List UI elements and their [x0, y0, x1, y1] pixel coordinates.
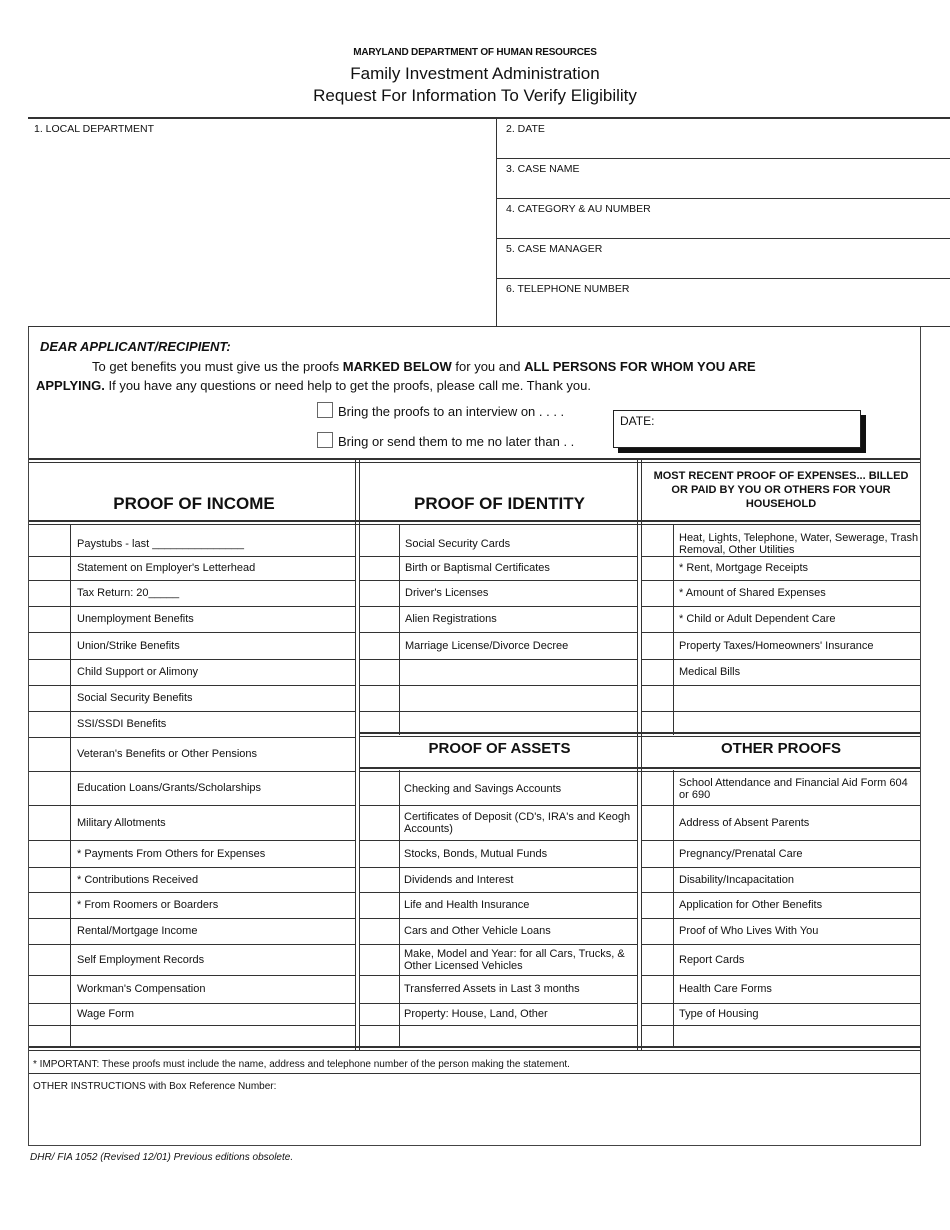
asset_items-item: Property: House, Land, Other: [404, 1008, 548, 1020]
rule-header-bottom: [29, 520, 920, 522]
top-rule: [28, 117, 950, 119]
identity-check-cell[interactable]: [361, 606, 399, 632]
expense_items-item: Medical Bills: [679, 666, 741, 678]
row-rule-assets: [360, 1025, 637, 1026]
asset-check-cell[interactable]: [360, 867, 398, 892]
row-rule-identity: [360, 659, 637, 660]
expenses-header: MOST RECENT PROOF OF EXPENSES... BILLED OR PAID BY YOU OR OTHERS FOR YOUR HOUSEHOLD: [653, 470, 909, 510]
income_items-item: Military Allotments: [77, 816, 166, 829]
other-check-cell[interactable]: [635, 840, 673, 867]
income-check-cell[interactable]: [31, 840, 71, 867]
income_items-item: Statement on Employer's Letterhead: [77, 562, 256, 574]
other-header: OTHER PROOFS: [720, 740, 841, 757]
expense_items-item: * Child or Adult Dependent Care: [679, 613, 836, 625]
rule-important: [29, 1073, 920, 1074]
other_items-item: Address of Absent Parents: [679, 816, 810, 829]
identity_items-item: Driver's Licenses: [405, 587, 489, 599]
income_items-item: Social Security Benefits: [77, 692, 193, 704]
telephone-field[interactable]: 6. TELEPHONE NUMBER: [506, 283, 630, 295]
identity-check-cell[interactable]: [361, 580, 399, 606]
local-department-field[interactable]: 1. LOCAL DEPARTMENT: [34, 123, 155, 135]
other-check-cell[interactable]: [635, 892, 673, 918]
row-rule-other: [642, 1025, 920, 1026]
identity_items-item: Alien Registrations: [405, 613, 497, 625]
income-check-cell[interactable]: [31, 685, 71, 711]
asset-check-cell[interactable]: [360, 944, 398, 975]
other-instructions-field[interactable]: OTHER INSTRUCTIONS with Box Reference Number:: [33, 1081, 277, 1092]
expense_items-item: Property Taxes/Homeowners' Insurance: [679, 639, 874, 652]
income-check-cell[interactable]: [31, 580, 71, 606]
important-note: * IMPORTANT: These proofs must include the name, address and telephone number of the person making the statement.: [33, 1059, 570, 1070]
asset-check-cell[interactable]: [360, 975, 398, 1003]
asset_items-item: Transferred Assets in Last 3 months: [404, 983, 580, 995]
other_items-item: Report Cards: [679, 953, 745, 966]
other_items-item: Pregnancy/Prenatal Care: [679, 847, 803, 860]
other_items-item: Type of Housing: [679, 1008, 759, 1020]
other-check-cell[interactable]: [635, 867, 673, 892]
due-date-label: DATE:: [620, 414, 655, 428]
identity-check-cell[interactable]: [361, 556, 399, 580]
other_items-item: Health Care Forms: [679, 983, 772, 995]
form-id: DHR/ FIA 1052 (Revised 12/01) Previous editions obsolete.: [30, 1152, 294, 1163]
interview-checkbox[interactable]: [317, 402, 333, 418]
form-title: Request For Information To Verify Eligibility: [313, 86, 637, 105]
row-rule-expenses: [642, 685, 920, 686]
expense-check-cell[interactable]: [635, 606, 673, 632]
income_items-item: Veteran's Benefits or Other Pensions: [77, 748, 258, 760]
other-check-cell[interactable]: [635, 918, 673, 944]
income_items-item: Rental/Mortgage Income: [77, 925, 198, 937]
rule-header-bottom-2: [29, 524, 920, 525]
interview-option-label: Bring the proofs to an interview on . . . .: [338, 404, 565, 419]
income_items-item: Self Employment Records: [77, 953, 205, 966]
expense-check-cell[interactable]: [635, 632, 673, 659]
income_items-item: SSI/SSDI Benefits: [77, 718, 167, 730]
asset_items-item: Checking and Savings Accounts: [404, 782, 562, 795]
expense-check-cell[interactable]: [635, 659, 673, 685]
income-check-cell[interactable]: [31, 805, 71, 840]
identity-check-cell[interactable]: [361, 531, 399, 556]
income-check-cell[interactable]: [31, 606, 71, 632]
asset_items-item: Life and Health Insurance: [404, 899, 530, 911]
rule-double-top: [29, 458, 920, 460]
other-check-cell[interactable]: [635, 975, 673, 1003]
income_items-item: * From Roomers or Boarders: [77, 899, 219, 911]
asset-check-cell[interactable]: [360, 840, 398, 867]
income-check-cell[interactable]: [31, 1003, 71, 1025]
date-field[interactable]: 2. DATE: [506, 123, 545, 135]
case-manager-field[interactable]: 5. CASE MANAGER: [506, 243, 603, 255]
asset_items-item: Certificates of Deposit (CD's, IRA's and Keogh Accounts): [404, 810, 631, 835]
income_items-item: Education Loans/Grants/Scholarships: [77, 782, 262, 794]
income-check-cell[interactable]: [31, 892, 71, 918]
identity-header: PROOF OF IDENTITY: [414, 494, 585, 513]
income_items-item: * Payments From Others for Expenses: [77, 847, 266, 860]
income_items-item: Workman's Compensation: [77, 983, 206, 995]
income_items-item: Union/Strike Benefits: [77, 639, 180, 652]
case-name-field[interactable]: 3. CASE NAME: [506, 163, 580, 175]
assets-band-top: [360, 732, 920, 734]
income_items-item: Wage Form: [77, 1008, 135, 1020]
other_items-item: School Attendance and Financial Aid Form 604 or 690: [679, 776, 908, 801]
asset-check-cell[interactable]: [360, 805, 398, 840]
other-check-cell[interactable]: [635, 1003, 673, 1025]
rule-grid-bottom: [29, 1046, 920, 1048]
expense_items-item: * Amount of Shared Expenses: [679, 587, 826, 599]
income-check-cell[interactable]: [31, 632, 71, 659]
expense-check-cell[interactable]: [635, 580, 673, 606]
other-check-cell[interactable]: [635, 805, 673, 840]
category-field[interactable]: 4. CATEGORY & AU NUMBER: [506, 203, 651, 215]
income-check-cell[interactable]: [31, 944, 71, 975]
administration-name: Family Investment Administration: [350, 64, 600, 83]
field-divider: [496, 118, 497, 326]
income_items-item: * Contributions Received: [77, 873, 199, 886]
income-header: PROOF OF INCOME: [113, 494, 275, 513]
income-check-cell[interactable]: [31, 531, 71, 556]
income-check-cell[interactable]: [31, 711, 71, 737]
row-rule-expenses: [642, 711, 920, 712]
income-check-cell[interactable]: [31, 918, 71, 944]
check-col-other: [673, 770, 674, 1048]
row-rule-identity: [360, 711, 637, 712]
income-check-cell[interactable]: [31, 659, 71, 685]
other_items-item: Disability/Incapacitation: [679, 873, 794, 886]
income-check-cell[interactable]: [31, 975, 71, 1003]
notice-line-2: APPLYING. If you have any questions or need help to get the proofs, please call me. Thank you.: [36, 378, 591, 393]
income_items-item: Paystubs - last _______________: [77, 537, 244, 550]
income_items-item: Tax Return: 20_____: [77, 587, 180, 599]
agency-name: MARYLAND DEPARTMENT OF HUMAN RESOURCES: [353, 47, 597, 58]
row-rule-identity: [360, 685, 637, 686]
expense-check-cell[interactable]: [635, 531, 673, 556]
identity_items-item: Social Security Cards: [405, 537, 511, 550]
expense_items-item: * Rent, Mortgage Receipts: [679, 562, 809, 574]
check-col-assets: [399, 770, 400, 1048]
rule-double-top-2: [29, 462, 920, 463]
asset_items-item: Make, Model and Year: for all Cars, Trucks, & Other Licensed Vehicles: [404, 947, 625, 972]
other_items-item: Application for Other Benefits: [679, 899, 823, 911]
send-checkbox[interactable]: [317, 432, 333, 448]
income-check-cell[interactable]: [31, 737, 71, 771]
assets-band-bottom: [360, 767, 920, 769]
assets-band-top-2: [360, 736, 920, 737]
income_items-item: Unemployment Benefits: [77, 613, 194, 625]
asset-check-cell[interactable]: [360, 918, 398, 944]
identity_items-item: Birth or Baptismal Certificates: [405, 562, 550, 574]
row-rule-income: [29, 1025, 356, 1026]
identity-check-cell[interactable]: [361, 632, 399, 659]
salutation: DEAR APPLICANT/RECIPIENT:: [40, 339, 231, 354]
income_items-item: Child Support or Alimony: [77, 666, 199, 678]
other_items-item: Proof of Who Lives With You: [679, 925, 819, 937]
asset-check-cell[interactable]: [360, 1003, 398, 1025]
expense_items-item: Heat, Lights, Telephone, Water, Sewerage, Trash Removal, Other Utilities: [679, 531, 919, 556]
col-rule-1: [355, 460, 356, 1050]
identity_items-item: Marriage License/Divorce Decree: [405, 639, 569, 652]
rule-grid-bottom-2: [29, 1050, 920, 1051]
income-check-cell[interactable]: [31, 867, 71, 892]
expense-check-cell[interactable]: [635, 556, 673, 580]
asset-check-cell[interactable]: [360, 892, 398, 918]
income-check-cell[interactable]: [31, 556, 71, 580]
assets-header: PROOF OF ASSETS: [428, 740, 571, 757]
asset-check-cell[interactable]: [360, 772, 398, 805]
asset_items-item: Stocks, Bonds, Mutual Funds: [404, 847, 548, 860]
due-date-box[interactable]: [613, 410, 861, 448]
asset_items-item: Dividends and Interest: [404, 873, 514, 886]
income-check-cell[interactable]: [31, 771, 71, 805]
send-option-label: Bring or send them to me no later than . .: [338, 434, 575, 449]
other-check-cell[interactable]: [635, 772, 673, 805]
notice-line-1: To get benefits you must give us the proofs MARKED BELOW for you and ALL PERSONS FOR WHOM YOU ARE: [92, 359, 756, 374]
asset_items-item: Cars and Other Vehicle Loans: [404, 925, 551, 937]
other-check-cell[interactable]: [635, 944, 673, 975]
